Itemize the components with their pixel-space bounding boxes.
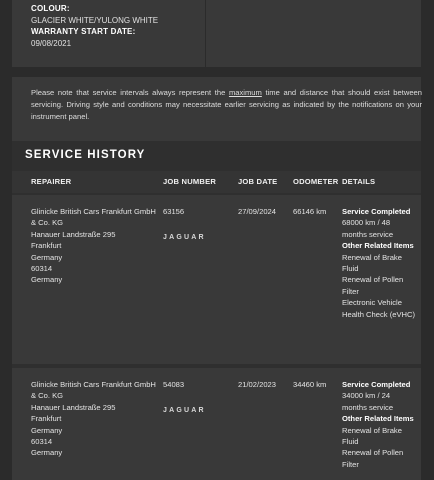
repairer-city: Frankfurt <box>31 241 62 251</box>
column-header-repairer: REPAIRER <box>31 177 72 186</box>
repairer-street: Hanauer Landstraße 295 <box>31 229 116 239</box>
detail-item: Renewal of Brake Fluid <box>342 252 402 274</box>
repairer-country-2: Germany <box>31 448 63 458</box>
repairer-name: Glinicke British Cars Frankfurt GmbH & Co. KG <box>31 380 156 401</box>
detail-item: Electronic Vehicle Health Check (eVHC) <box>342 298 416 319</box>
repairer-postcode: 60314 <box>31 264 53 274</box>
repairer-name: Glinicke British Cars Frankfurt GmbH & Co. KG <box>31 207 156 228</box>
detail-item: Renewal of Pollen Filter <box>342 275 404 296</box>
vehicle-info-panel <box>12 0 421 67</box>
repairer-address <box>31 206 159 286</box>
repairer-country-2: Germany <box>31 275 63 285</box>
warranty-start-value: 09/08/2021 <box>31 39 72 48</box>
service-completed-value: 34000 km / 24 months service <box>342 391 394 412</box>
odometer-reading: 34460 km <box>293 380 327 389</box>
notice-text-start: Please note that service intervals always represent the <box>31 88 229 97</box>
column-header-job-number: JOB NUMBER <box>163 177 217 186</box>
repairer-country: Germany <box>31 252 63 262</box>
column-header-job-date: JOB DATE <box>238 177 278 186</box>
notice-text-end: time and distance that should exist between servicing. Driving style and conditions may necessitate earlier servicing as indicated by the notifications on your instrument panel. <box>31 88 422 121</box>
service-completed-label: Service Completed <box>342 207 411 216</box>
table-row <box>12 368 421 480</box>
colour-label: COLOUR: <box>31 4 70 13</box>
job-date: 27/09/2024 <box>238 207 277 216</box>
service-details <box>342 379 416 470</box>
service-completed-label: Service Completed <box>342 380 411 389</box>
repairer-street: Hanauer Landstraße 295 <box>31 402 116 412</box>
detail-item: Renewal of Pollen Filter <box>342 448 404 469</box>
service-notice-panel <box>12 77 421 141</box>
warranty-start-label: WARRANTY START DATE: <box>31 27 136 36</box>
jaguar-logo: JAGUAR <box>163 234 206 241</box>
repairer-city: Frankfurt <box>31 414 62 424</box>
detail-item: Renewal of Brake Fluid <box>342 425 402 447</box>
repairer-address <box>31 379 159 459</box>
table-header-row <box>12 171 421 193</box>
odometer-reading: 66146 km <box>293 207 327 216</box>
column-header-details: DETAILS <box>342 177 376 186</box>
service-history-section <box>12 141 421 480</box>
column-header-odometer: ODOMETER <box>293 177 339 186</box>
service-completed-value: 68000 km / 48 months service <box>342 218 394 239</box>
service-history-title: SERVICE HISTORY <box>25 149 146 161</box>
job-number: 63156 <box>163 207 185 216</box>
service-notice-text <box>31 87 422 123</box>
notice-emphasis: maximum <box>228 88 262 97</box>
service-details <box>342 206 416 320</box>
table-row <box>12 195 421 364</box>
other-items-label: Other Related Items <box>342 414 414 424</box>
job-date: 21/02/2023 <box>238 380 277 389</box>
colour-value: GLACIER WHITE/YULONG WHITE <box>31 16 159 25</box>
jaguar-logo: JAGUAR <box>163 407 206 414</box>
job-number: 54083 <box>163 380 185 389</box>
repairer-postcode: 60314 <box>31 437 53 447</box>
repairer-country: Germany <box>31 425 63 435</box>
other-items-label: Other Related Items <box>342 241 414 251</box>
panel-divider <box>205 0 206 67</box>
